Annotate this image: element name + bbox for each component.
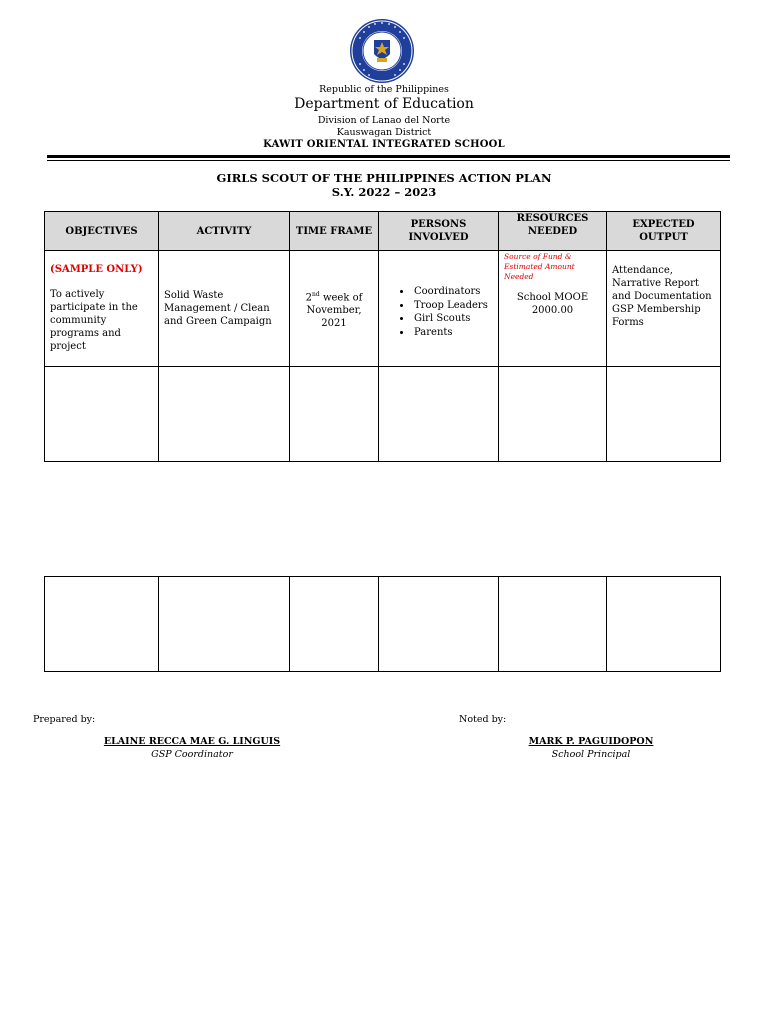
action-plan-table-continued: [44, 576, 721, 672]
prepared-by-role: GSP Coordinator: [151, 749, 233, 760]
empty-cell[interactable]: [607, 577, 721, 672]
empty-cell[interactable]: [290, 367, 379, 462]
objective-text: To actively participate in the community programs and project: [50, 289, 138, 352]
republic-line: Republic of the Philippines: [319, 84, 449, 95]
prepared-by-name: ELAINE RECCA MAE G. LINGUIS: [103, 736, 281, 747]
empty-cell[interactable]: [159, 367, 290, 462]
sample-only-label: (SAMPLE ONLY): [50, 264, 143, 275]
plan-title: GIRLS SCOUT OF THE PHILIPPINES ACTION PLAN: [216, 171, 552, 185]
action-plan-table: [44, 211, 721, 462]
resources-amount: 2000.00: [531, 305, 574, 316]
resources-note: Source of Fund & Estimated Amount Needed: [504, 252, 575, 281]
list-item: • Girl Scouts: [412, 312, 498, 326]
activity-text: Solid Waste Management / Clean and Green Campaign: [164, 290, 272, 327]
noted-by-label: Noted by:: [459, 714, 507, 725]
empty-cell[interactable]: [45, 577, 159, 672]
table-row: [45, 577, 721, 672]
list-item: • Coordinators: [412, 285, 498, 299]
table-row: [45, 251, 721, 367]
time-frame-text: 2nd week of November, 2021: [305, 291, 363, 330]
empty-cell[interactable]: [607, 367, 721, 462]
empty-cell[interactable]: [45, 367, 159, 462]
header-time-frame: TIME FRAME: [290, 212, 379, 251]
noted-by-name: MARK P. PAGUIDOPON: [528, 736, 654, 747]
cell-objective: [45, 251, 159, 367]
table-header-row: [45, 212, 721, 251]
header-resources-needed: RESOURCES NEEDED: [499, 212, 607, 251]
cell-activity: [159, 251, 290, 367]
resources-source: School MOOE: [516, 292, 589, 303]
header-activity: ACTIVITY: [159, 212, 290, 251]
header-divider-thin: [47, 160, 730, 161]
persons-list: [379, 285, 498, 339]
prepared-by-label: Prepared by:: [33, 714, 96, 725]
list-item: • Troop Leaders: [412, 299, 498, 313]
empty-cell[interactable]: [499, 577, 607, 672]
cell-time-frame: [290, 251, 379, 367]
table-row: [45, 367, 721, 462]
school-name: KAWIT ORIENTAL INTEGRATED SCHOOL: [263, 139, 505, 150]
header-divider-thick: [47, 155, 730, 158]
school-year: S.Y. 2022 – 2023: [331, 185, 437, 199]
header-expected-output: EXPECTED OUTPUT: [607, 212, 721, 251]
empty-cell[interactable]: [159, 577, 290, 672]
division-line: Division of Lanao del Norte: [317, 115, 451, 126]
empty-cell[interactable]: [379, 367, 499, 462]
empty-cell[interactable]: [290, 577, 379, 672]
cell-persons: [379, 251, 499, 367]
header-objectives: OBJECTIVES: [45, 212, 159, 251]
expected-output-text: Attendance, Narrative Report and Documentation GSP Membership Forms: [612, 265, 712, 328]
district-line: Kauswagan District: [336, 127, 432, 138]
header-persons-involved: PERSONS INVOLVED: [379, 212, 499, 251]
empty-cell[interactable]: [379, 577, 499, 672]
cell-expected-output: [607, 251, 721, 367]
department-line: Department of Education: [294, 96, 474, 112]
empty-cell[interactable]: [499, 367, 607, 462]
deped-seal: [349, 18, 415, 84]
list-item: • Parents: [412, 326, 498, 340]
noted-by-role: School Principal: [551, 749, 631, 760]
cell-resources: [499, 251, 607, 367]
